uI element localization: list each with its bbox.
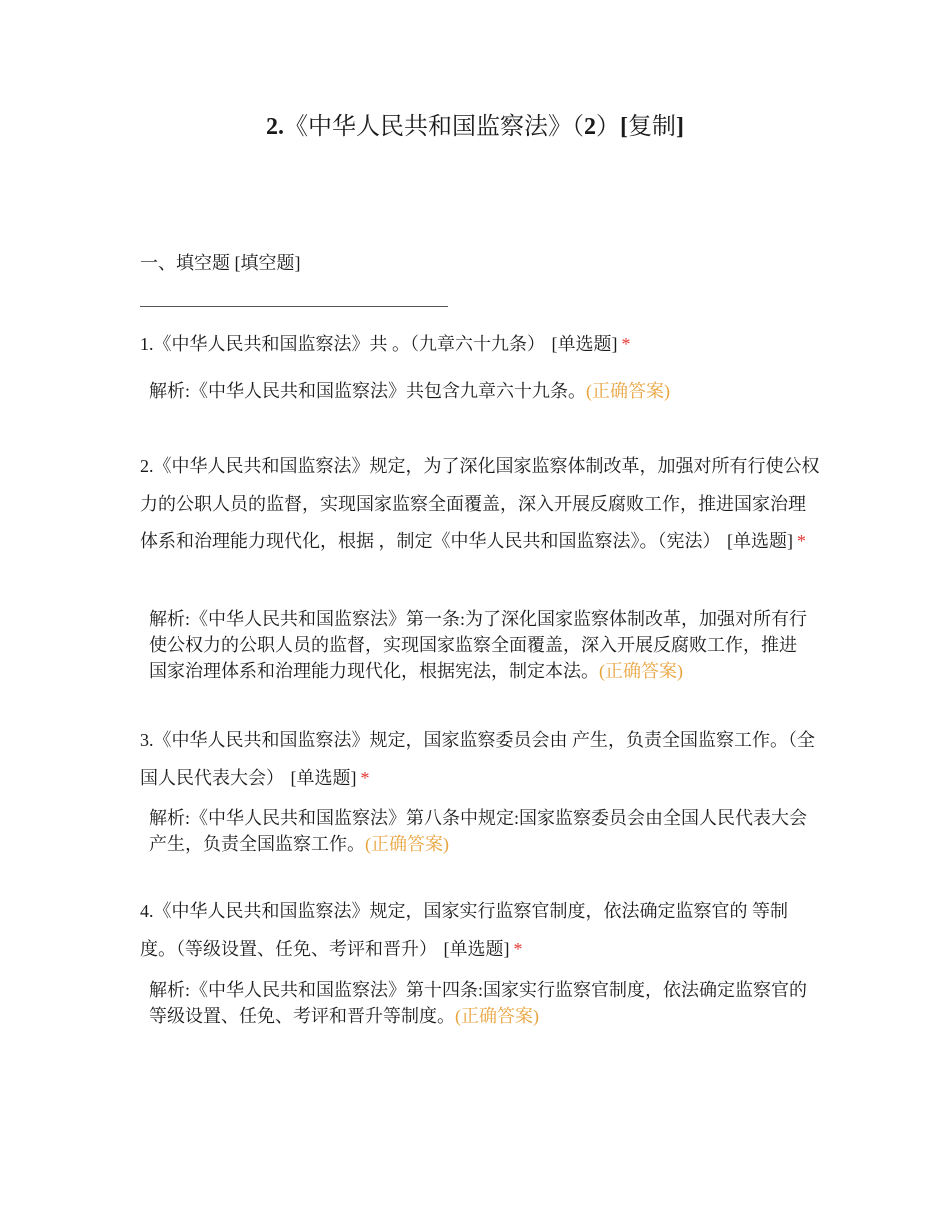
question-number: 3. bbox=[140, 730, 154, 750]
title-number: 2. bbox=[266, 114, 284, 140]
analysis-text: 解析:《中华人民共和国监察法》第八条中规定:国家监察委员会由全国人民代表大会产生，负责全国监察工作。 bbox=[149, 808, 807, 854]
question-number: 1. bbox=[140, 334, 154, 354]
question-text: 《中华人民共和国监察法》规定，国家实行监察官制度，依法确定监察官的 等制度。（等级设置、任免、考评和晋升） bbox=[140, 901, 788, 959]
correct-answer-label: (正确答案) bbox=[455, 1006, 539, 1026]
title-tag-close: ] bbox=[676, 114, 684, 140]
title-tag-open: [ bbox=[620, 114, 628, 140]
question-text: 《中华人民共和国监察法》规定，国家监察委员会由 产生，负责全国监察工作。（全国人民代表大会） bbox=[140, 730, 815, 788]
analysis-text: 解析:《中华人民共和国监察法》第十四条:国家实行监察官制度，依法确定监察官的等级设置、任免、考评和晋升等制度。 bbox=[149, 980, 807, 1026]
question-text: 《中华人民共和国监察法》规定，为了深化国家监察体制改革，加强对所有行使公权力的公职人员的监督，实现国家监察全面覆盖，深入开展反腐败工作，推进国家治理体系和治理能力现代化，根据 ，制定《中华人民共和国监察法》。（宪法） bbox=[140, 456, 820, 551]
question-type: [单选题] bbox=[443, 938, 510, 959]
required-mark: * bbox=[797, 531, 806, 551]
required-mark: * bbox=[360, 767, 370, 788]
page-title bbox=[0, 110, 950, 144]
analysis-1 bbox=[149, 378, 809, 404]
section-heading: 一、填空题 [填空题] bbox=[140, 253, 301, 273]
question-type: [单选题] bbox=[727, 531, 793, 551]
title-close: ） bbox=[596, 114, 620, 140]
question-3 bbox=[140, 722, 820, 797]
analysis-4 bbox=[149, 977, 809, 1029]
question-text: 《中华人民共和国监察法》共 。（九章六十九条） bbox=[153, 334, 545, 354]
analysis-2 bbox=[149, 606, 809, 684]
correct-answer-label: (正确答案) bbox=[586, 381, 670, 401]
analysis-text: 解析:《中华人民共和国监察法》第一条:为了深化国家监察体制改革，加强对所有行使公权力的公职人员的监督，实现国家监察全面覆盖，深入开展反腐败工作，推进国家治理体系和治理能力现代化，根据宪法，制定本法。 bbox=[149, 609, 807, 681]
question-number: 2. bbox=[140, 456, 154, 476]
correct-answer-label: (正确答案) bbox=[365, 834, 449, 854]
analysis-3 bbox=[149, 805, 809, 857]
required-mark: * bbox=[513, 938, 523, 959]
title-tag-text: 复制 bbox=[628, 114, 676, 140]
question-1 bbox=[140, 326, 820, 364]
required-mark: * bbox=[621, 334, 631, 354]
question-2 bbox=[140, 448, 820, 561]
section-divider bbox=[140, 306, 448, 307]
title-text: 《中华人民共和国监察法》（ bbox=[284, 114, 584, 140]
analysis-text: 解析:《中华人民共和国监察法》共包含九章六十九条。 bbox=[149, 381, 586, 401]
correct-answer-label: (正确答案) bbox=[599, 661, 683, 681]
title-part: 2 bbox=[584, 114, 596, 140]
question-type: [单选题] bbox=[290, 767, 357, 788]
question-type: [单选题] bbox=[551, 334, 618, 354]
question-4 bbox=[140, 893, 820, 968]
question-number: 4. bbox=[140, 901, 154, 921]
